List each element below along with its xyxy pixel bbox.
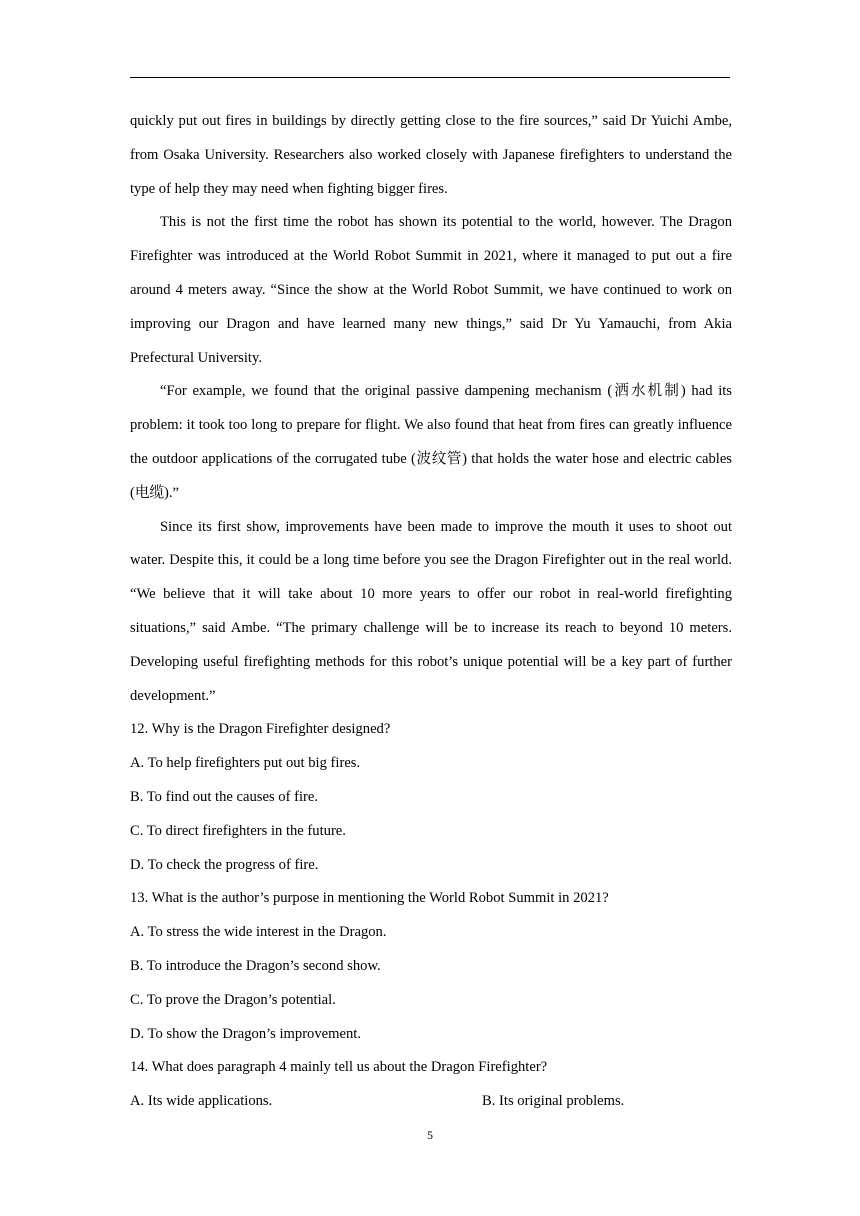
question-13 — [130, 882, 732, 1051]
question-14 — [130, 1051, 732, 1119]
option-a: A. To help firefighters put out big fires. — [130, 755, 361, 772]
option-b: B. To find out the causes of fire. — [130, 788, 318, 805]
option-a: A. Its wide applications. — [130, 1093, 273, 1110]
option-b: B. Its original problems. — [482, 1093, 625, 1110]
page-number: 5 — [427, 1128, 433, 1142]
question-stem: 13. What is the author’s purpose in mentioning the World Robot Summit in 2021? — [130, 890, 609, 907]
document-body — [130, 105, 732, 1119]
paragraph-2: This is not the first time the robot has shown its potential to the world, however. The Dragon Firefighter was introduced at the World Robot Summit in 2021, where it managed to put out a fire around 4 meters away. “Since the show at the World Robot Summit, we have continued to work on improving our Dragon and have learned many new things,” said Dr Yu Yamauchi, from Akia Prefectural University. — [130, 214, 732, 366]
option-d: D. To check the progress of fire. — [130, 856, 319, 873]
paragraph-4: Since its first show, improvements have been made to improve the mouth it uses to shoot out water. Despite this, it could be a long time before you see the Dragon Firefighter out in the real world. “We believe that it will take about 10 more years to offer our robot in real-world firefighting situations,” said Ambe. “The primary challenge will be to increase its reach to beyond 10 meters. Developing useful firefighting methods for this robot’s unique potential will be a key part of further development.” — [130, 518, 732, 704]
option-d: D. To show the Dragon’s improvement. — [130, 1025, 361, 1042]
option-c: C. To prove the Dragon’s potential. — [130, 991, 336, 1008]
question-stem: 12. Why is the Dragon Firefighter designed? — [130, 721, 391, 738]
option-c: C. To direct firefighters in the future. — [130, 822, 346, 839]
paragraph-1-continued: quickly put out fires in buildings by directly getting close to the fire sources,” said Dr Yuichi Ambe, from Osaka University. Researchers also worked closely with Japanese firefighters to understand the type of help they may need when fighting bigger fires. — [130, 113, 732, 197]
paragraph-3: “For example, we found that the original passive dampening mechanism (洒水机制) had its problem: it took too long to prepare for flight. We also found that heat from fires can greatly influence the outdoor applications of the corrugated tube (波纹管) that holds the water hose and electric cables (电缆).” — [130, 383, 732, 501]
option-a: A. To stress the wide interest in the Dragon. — [130, 924, 387, 941]
question-12 — [130, 713, 732, 882]
header-rule — [130, 77, 730, 78]
options-row — [130, 1085, 732, 1119]
option-b: B. To introduce the Dragon’s second show. — [130, 957, 381, 974]
question-stem: 14. What does paragraph 4 mainly tell us about the Dragon Firefighter? — [130, 1059, 548, 1076]
